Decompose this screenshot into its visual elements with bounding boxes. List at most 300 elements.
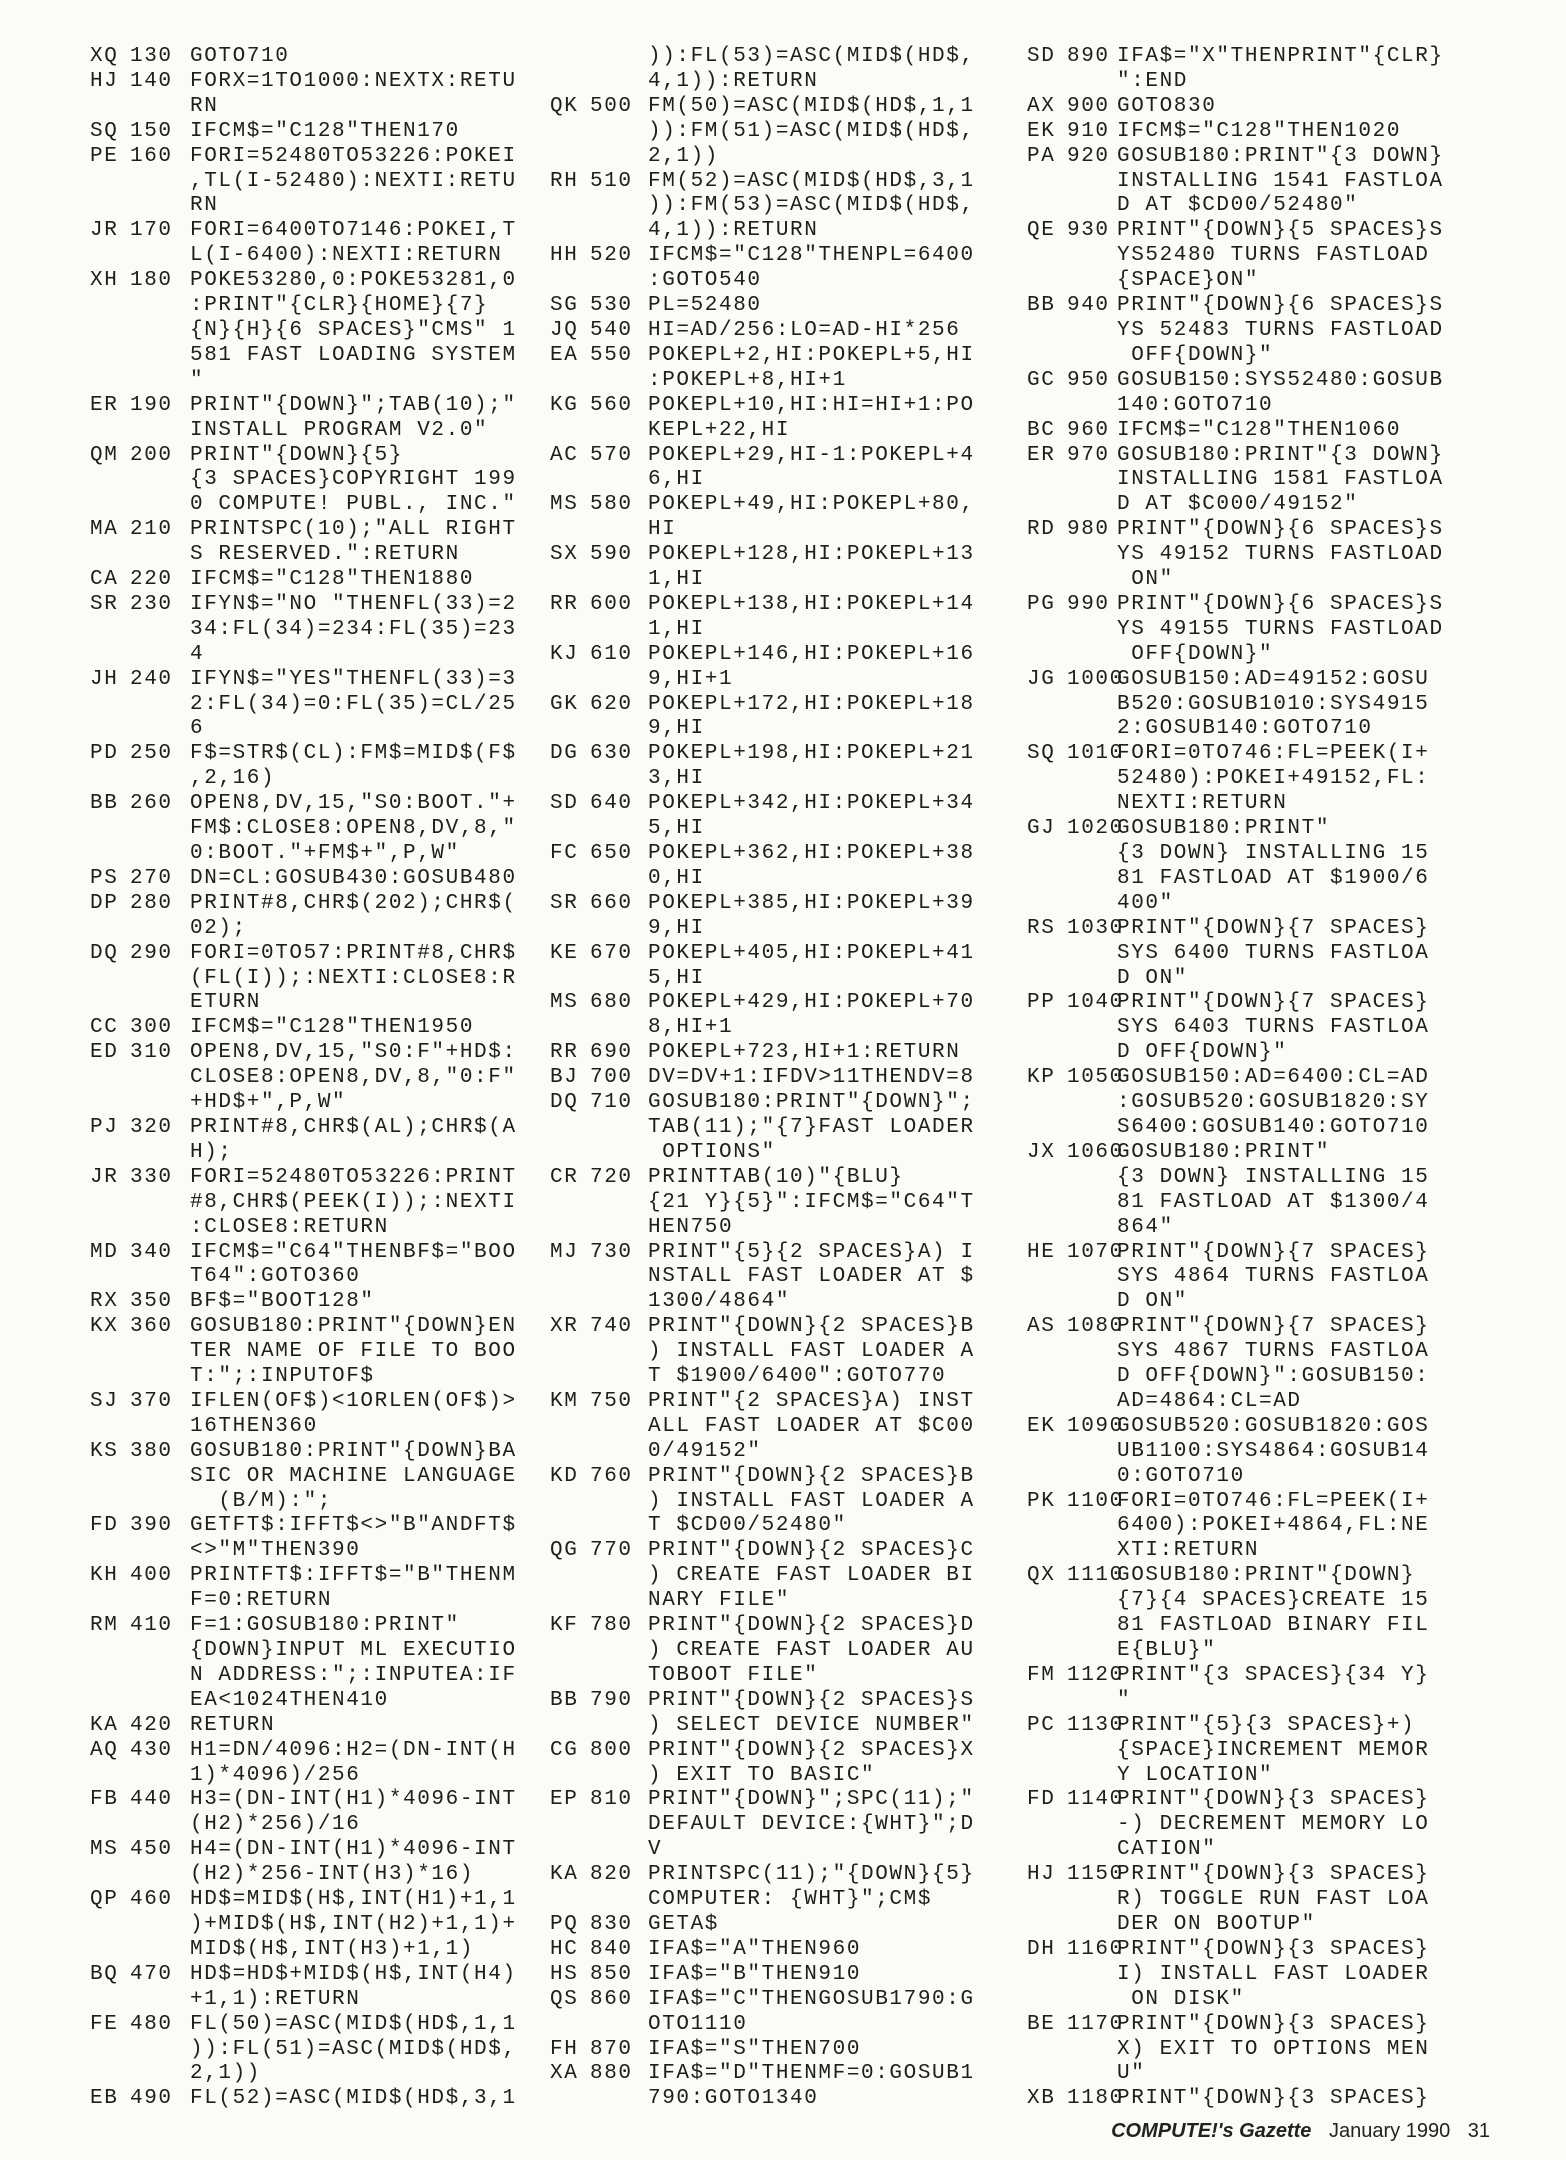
checksum: PK <box>1027 1489 1056 1513</box>
checksum: SQ <box>90 119 119 143</box>
code-text <box>1117 294 1497 369</box>
code-text-row: :PRINT"{CLR}{HOME}{7} <box>190 294 489 318</box>
code-text-row: GOSUB180:PRINT"{DOWN}BA <box>190 1439 517 1463</box>
code-text-row: PRINT"{DOWN}{3 SPACES} <box>1117 1863 1430 1887</box>
checksum: JX <box>1027 1140 1056 1164</box>
code-text-row: POKEPL+429,HI:POKEPL+70 <box>648 991 975 1015</box>
code-text <box>648 95 1010 170</box>
line-number: 150 <box>130 119 173 143</box>
code-text-row: T $1900/6400":GOTO770 <box>648 1365 947 1389</box>
checksum: CR <box>550 1165 579 1189</box>
code-line <box>90 1440 530 1515</box>
code-text-row: PRINTFT$:IFFT$="B"THENM <box>190 1564 517 1588</box>
code-line <box>550 1041 1010 1066</box>
code-text <box>190 593 530 668</box>
line-number: 540 <box>590 318 633 342</box>
checksum: KX <box>90 1315 119 1339</box>
checksum: PQ <box>550 1912 579 1936</box>
code-text <box>648 1863 1010 1913</box>
code-text-row: 5,HI <box>648 966 705 990</box>
code-text <box>190 219 530 269</box>
code-text <box>648 1166 1010 1241</box>
checksum: BJ <box>550 1066 579 1090</box>
line-number: 1120 <box>1067 1663 1124 1687</box>
checksum: EK <box>1027 119 1056 143</box>
code-text <box>190 1390 530 1440</box>
checksum: FH <box>550 2037 579 2061</box>
code-text-row: PRINT"{DOWN}{6 SPACES}S <box>1117 592 1444 616</box>
code-text-row: PRINT"{DOWN}{7 SPACES} <box>1117 1315 1430 1339</box>
code-text-row: ,2,16) <box>190 767 276 791</box>
code-text <box>190 70 530 120</box>
code-text <box>1117 991 1497 1066</box>
line-number: 580 <box>590 493 633 517</box>
code-text-row: RN <box>190 94 219 118</box>
issue-date: January 1990 <box>1328 2120 1451 2142</box>
code-text-row: (H2)*256)/16 <box>190 1813 361 1837</box>
code-text <box>648 444 1010 494</box>
checksum: KA <box>90 1713 119 1737</box>
line-number: 1030 <box>1067 916 1124 940</box>
code-text-row: GOSUB180:PRINT" <box>1117 817 1331 841</box>
code-text-row: PRINT#8,CHR$(202);CHR$( <box>190 891 517 915</box>
code-text-row: " <box>1117 1688 1132 1712</box>
checksum: HE <box>1027 1240 1056 1264</box>
line-number: 1000 <box>1067 667 1124 691</box>
code-text-row: F=1:GOSUB180:PRINT" <box>190 1614 460 1638</box>
line-number: 880 <box>590 2062 633 2086</box>
code-text-row: D ON" <box>1117 1290 1189 1314</box>
code-text-row: +1,1):RETURN <box>190 1987 361 2011</box>
code-line <box>1027 45 1497 95</box>
code-text <box>190 1315 530 1390</box>
code-text-row: 400" <box>1117 891 1174 915</box>
line-number: 200 <box>130 443 173 467</box>
code-text <box>190 120 530 145</box>
line-number: 410 <box>130 1614 173 1638</box>
code-text <box>648 1390 1010 1465</box>
code-text-row: SYS 6400 TURNS FASTLOA <box>1117 941 1430 965</box>
code-text-row: FM$:CLOSE8:OPEN8,DV,8," <box>190 817 517 841</box>
code-line <box>1027 1863 1497 1938</box>
code-text-row: POKEPL+128,HI:POKEPL+13 <box>648 543 975 567</box>
code-text <box>190 892 530 942</box>
code-text-row: GETFT$:IFFT$<>"B"ANDFT$ <box>190 1514 517 1538</box>
code-text-row: GOSUB180:PRINT"{DOWN}EN <box>190 1315 517 1339</box>
line-number: 640 <box>590 792 633 816</box>
checksum: QK <box>550 94 579 118</box>
code-text <box>648 493 1010 543</box>
code-line <box>1027 95 1497 120</box>
line-number: 1080 <box>1067 1315 1124 1339</box>
line-number: 980 <box>1067 518 1110 542</box>
code-text <box>1117 593 1497 668</box>
line-number: 1170 <box>1067 2012 1124 2036</box>
code-text-row: INSTALLING 1541 FASTLOA <box>1117 169 1444 193</box>
code-text <box>190 1614 530 1714</box>
checksum: RM <box>90 1614 119 1638</box>
code-text-row: SYS 6403 TURNS FASTLOA <box>1117 1016 1430 1040</box>
line-number: 310 <box>130 1041 173 1065</box>
checksum: KD <box>550 1464 579 1488</box>
line-number: 380 <box>130 1439 173 1463</box>
code-text-row: 1,HI <box>648 617 705 641</box>
code-text <box>190 45 530 70</box>
code-line <box>1027 419 1497 444</box>
code-text-row: PRINT"{DOWN}{2 SPACES}S <box>648 1688 975 1712</box>
code-text-row: GETA$ <box>648 1912 720 1936</box>
code-line <box>90 792 530 867</box>
line-number: 630 <box>590 742 633 766</box>
listing-column-1 <box>90 45 530 2112</box>
checksum: JQ <box>550 318 579 342</box>
code-text-row: FORI=6400TO7146:POKEI,T <box>190 219 517 243</box>
code-text <box>1117 1564 1497 1664</box>
code-text-row: IFLEN(OF$)<1ORLEN(OF$)> <box>190 1389 517 1413</box>
code-text-row: FM(50)=ASC(MID$(HD$,1,1 <box>648 94 975 118</box>
code-text-row: I) INSTALL FAST LOADER <box>1117 1962 1430 1986</box>
line-number: 300 <box>130 1016 173 1040</box>
code-line <box>90 70 530 120</box>
code-text-row: 16THEN360 <box>190 1414 318 1438</box>
code-line <box>90 45 530 70</box>
code-line <box>550 1788 1010 1863</box>
code-text-row: 581 FAST LOADING SYSTEM <box>190 343 517 367</box>
checksum: XA <box>550 2062 579 2086</box>
code-text-row: 1)*4096)/256 <box>190 1763 361 1787</box>
code-text-row: IFA$="A"THEN960 <box>648 1937 862 1961</box>
code-text-row: SIC OR MACHINE LANGUAGE <box>190 1464 517 1488</box>
code-text-row: (FL(I));:NEXTI:CLOSE8:R <box>190 966 517 990</box>
line-number: 140 <box>130 69 173 93</box>
line-number: 240 <box>130 667 173 691</box>
code-line <box>550 1066 1010 1091</box>
code-text-row: IFYN$="NO "THENFL(33)=2 <box>190 592 517 616</box>
line-number: 930 <box>1067 219 1110 243</box>
code-text-row: 6400):POKEI+4864,FL:NE <box>1117 1514 1430 1538</box>
code-text <box>648 1938 1010 1963</box>
checksum: SX <box>550 543 579 567</box>
code-line <box>550 742 1010 792</box>
code-text-row: 0:BOOT."+FM$+",P,W" <box>190 842 460 865</box>
checksum: GK <box>550 692 579 716</box>
code-text-row: H1=DN/4096:H2=(DN-INT(H <box>190 1738 517 1762</box>
code-text-row: ALL FAST LOADER AT $C00 <box>648 1414 975 1438</box>
code-text-row: 6,HI <box>648 468 705 492</box>
code-line <box>550 1863 1010 1913</box>
line-number: 440 <box>130 1788 173 1812</box>
checksum: PG <box>1027 592 1056 616</box>
code-line <box>90 518 530 568</box>
code-text-row: YS 49155 TURNS FASTLOAD <box>1117 617 1444 641</box>
code-line <box>1027 518 1497 593</box>
code-line <box>1027 294 1497 369</box>
code-text-row: )):FL(51)=ASC(MID$(HD$, <box>190 2037 517 2061</box>
code-text-row: FL(52)=ASC(MID$(HD$,3,1 <box>190 2087 517 2111</box>
code-text-row: 2:GOSUB140:GOTO710 <box>1117 717 1373 741</box>
code-text-row: 81 FASTLOAD BINARY FIL <box>1117 1614 1430 1638</box>
line-number: 430 <box>130 1738 173 1762</box>
line-number: 1140 <box>1067 1788 1124 1812</box>
code-text <box>190 1739 530 1789</box>
code-text-row: D ON" <box>1117 966 1189 990</box>
code-text-row: GOSUB150:AD=49152:GOSU <box>1117 667 1430 691</box>
code-line <box>1027 1141 1497 1241</box>
checksum: AS <box>1027 1315 1056 1339</box>
code-text-row: Y LOCATION" <box>1117 1763 1274 1787</box>
checksum: BQ <box>90 1962 119 1986</box>
code-text-row: EA<1024THEN410 <box>190 1688 389 1712</box>
line-number: 790 <box>590 1688 633 1712</box>
code-text-row: ON DISK" <box>1117 1987 1245 2011</box>
code-line <box>1027 1714 1497 1789</box>
code-text <box>190 444 530 519</box>
code-text-row: SYS 4867 TURNS FASTLOA <box>1117 1340 1430 1364</box>
code-line <box>1027 1241 1497 1316</box>
code-text-row: PRINT"{DOWN}{7 SPACES} <box>1117 1240 1430 1264</box>
code-text-row: {3 DOWN} INSTALLING 15 <box>1117 842 1430 865</box>
code-line <box>1027 2087 1497 2112</box>
code-line <box>90 1041 530 1116</box>
checksum: FM <box>1027 1663 1056 1687</box>
code-text-row: POKEPL+342,HI:POKEPL+34 <box>648 792 975 816</box>
code-text-row: {N}{H}{6 SPACES}"CMS" 1 <box>190 318 517 342</box>
code-text-row: {3 SPACES}COPYRIGHT 199 <box>190 468 517 492</box>
code-text <box>190 1888 530 1963</box>
code-text-row: PRINT"{DOWN}{2 SPACES}X <box>648 1738 975 1762</box>
code-text <box>1117 95 1497 120</box>
code-text <box>648 892 1010 942</box>
code-text-row: D OFF{DOWN}" <box>1117 1041 1288 1065</box>
code-text-row: :POKEPL+8,HI+1 <box>648 368 847 392</box>
checksum: BB <box>550 1688 579 1712</box>
code-line <box>1027 145 1497 220</box>
code-text-row: OPEN8,DV,15,"S0:F"+HD$: <box>190 1041 517 1065</box>
code-line <box>1027 1564 1497 1664</box>
line-number: 220 <box>130 568 173 592</box>
checksum: SG <box>550 294 579 318</box>
code-text-row: D AT $C000/49152" <box>1117 493 1359 517</box>
checksum: SD <box>550 792 579 816</box>
code-text-row: 1,HI <box>648 568 705 592</box>
checksum: FD <box>90 1514 119 1538</box>
code-text-row: MID$(H$,INT(H3)+1,1) <box>190 1937 475 1961</box>
code-text-row: NEXTI:RETURN <box>1117 792 1288 816</box>
line-number: 1090 <box>1067 1414 1124 1438</box>
code-text <box>1117 2087 1497 2112</box>
checksum: PS <box>90 866 119 890</box>
code-line <box>550 1539 1010 1614</box>
code-line <box>550 1938 1010 1963</box>
code-text-row: FORX=1TO1000:NEXTX:RETU <box>190 69 517 93</box>
code-line <box>550 892 1010 942</box>
code-text-row: S6400:GOSUB140:GOTO710 <box>1117 1115 1430 1139</box>
code-text-row: 0,HI <box>648 866 705 890</box>
line-number: 350 <box>130 1290 173 1314</box>
checksum: MS <box>550 493 579 517</box>
code-text <box>648 842 1010 892</box>
code-line <box>1027 1415 1497 1490</box>
checksum: ER <box>1027 443 1056 467</box>
code-text-row: 0 COMPUTE! PUBL., INC." <box>190 493 517 517</box>
code-text <box>1117 419 1497 444</box>
code-text <box>1117 1141 1497 1241</box>
code-line <box>90 1963 530 2013</box>
code-line <box>90 1166 530 1241</box>
code-text-row: T64":GOTO360 <box>190 1265 361 1289</box>
code-line <box>550 1988 1010 2038</box>
code-text <box>190 792 530 867</box>
line-number: 230 <box>130 592 173 616</box>
code-text-row: POKEPL+362,HI:POKEPL+38 <box>648 842 975 865</box>
checksum: SQ <box>1027 742 1056 766</box>
code-text-row: POKE53280,0:POKE53281,0 <box>190 269 517 293</box>
code-text-row: )+MID$(H$,INT(H2)+1,1)+ <box>190 1912 517 1936</box>
code-text-row: HEN750 <box>648 1215 734 1239</box>
code-line <box>550 45 1010 95</box>
code-text <box>190 742 530 792</box>
checksum: JR <box>90 219 119 243</box>
code-text-row: N ADDRESS:";:INPUTEA:IF <box>190 1663 517 1687</box>
code-text <box>190 1166 530 1241</box>
page-number: 31 <box>1467 2120 1490 2142</box>
code-text <box>1117 1714 1497 1789</box>
line-number: 1150 <box>1067 1863 1124 1887</box>
checksum: CG <box>550 1738 579 1762</box>
code-text-row: H); <box>190 1140 233 1164</box>
code-line <box>1027 1938 1497 2013</box>
code-text-row: NARY FILE" <box>648 1589 791 1613</box>
code-line <box>90 1888 530 1963</box>
code-text-row: OTO1110 <box>648 2012 748 2036</box>
checksum: MS <box>90 1838 119 1862</box>
code-line <box>1027 444 1497 519</box>
code-text-row: D OFF{DOWN}":GOSUB150: <box>1117 1365 1430 1389</box>
code-text-row: PRINT"{2 SPACES}A) INST <box>648 1389 975 1413</box>
code-text-row: #8,CHR$(PEEK(I));:NEXTI <box>190 1190 517 1214</box>
checksum: PA <box>1027 144 1056 168</box>
code-line <box>550 344 1010 394</box>
checksum: QG <box>550 1539 579 1563</box>
code-text <box>648 2062 1010 2112</box>
code-text-row: DEFAULT DEVICE:{WHT}";D <box>648 1813 975 1837</box>
code-text <box>648 1315 1010 1390</box>
line-number: 900 <box>1067 94 1110 118</box>
line-number: 370 <box>130 1389 173 1413</box>
checksum: PP <box>1027 991 1056 1015</box>
checksum: QX <box>1027 1564 1056 1588</box>
code-text-row: POKEPL+49,HI:POKEPL+80, <box>648 493 975 517</box>
code-text-row: FORI=0TO746:FL=PEEK(I+ <box>1117 1489 1430 1513</box>
code-text-row: E{BLU}" <box>1117 1639 1217 1662</box>
code-text <box>648 543 1010 593</box>
line-number: 550 <box>590 343 633 367</box>
code-text <box>1117 817 1497 917</box>
code-line <box>550 170 1010 245</box>
code-line <box>550 493 1010 543</box>
code-text-row: 864" <box>1117 1215 1174 1239</box>
code-text <box>648 1041 1010 1066</box>
checksum: SD <box>1027 45 1056 68</box>
code-text <box>190 668 530 743</box>
code-text-row: GOSUB180:PRINT"{DOWN} <box>1117 1564 1416 1588</box>
line-number: 650 <box>590 842 633 865</box>
code-text <box>1117 1788 1497 1863</box>
code-text-row: IFCM$="C128"THEN1020 <box>1117 119 1402 143</box>
code-text-row: D AT $CD00/52480" <box>1117 194 1359 218</box>
code-text-row: OPEN8,DV,15,"S0:BOOT."+ <box>190 792 517 816</box>
code-text-row: ) INSTALL FAST LOADER A <box>648 1340 975 1364</box>
code-text-row: X) EXIT TO OPTIONS MEN <box>1117 2037 1430 2061</box>
code-text <box>1117 1066 1497 1141</box>
line-number: 320 <box>130 1115 173 1139</box>
code-text-row: OPTIONS" <box>648 1140 776 1164</box>
code-line <box>550 942 1010 992</box>
code-line <box>1027 369 1497 419</box>
checksum: XH <box>90 269 119 293</box>
code-line <box>550 294 1010 319</box>
checksum: EA <box>550 343 579 367</box>
code-text-row: L(I-6400):NEXTI:RETURN <box>190 244 503 268</box>
checksum: KJ <box>550 642 579 666</box>
code-text-row: HD$=HD$+MID$(H$,INT(H4) <box>190 1962 517 1986</box>
line-number: 730 <box>590 1240 633 1264</box>
code-text-row: PRINT"{DOWN}{3 SPACES} <box>1117 1788 1430 1812</box>
code-text-row: BF$="BOOT128" <box>190 1290 375 1314</box>
code-line <box>90 568 530 593</box>
code-line <box>1027 1664 1497 1714</box>
line-number: 390 <box>130 1514 173 1538</box>
code-line <box>550 244 1010 294</box>
checksum: FB <box>90 1788 119 1812</box>
code-text-row: PRINTSPC(11);"{DOWN}{5} <box>648 1863 975 1887</box>
code-line <box>90 593 530 668</box>
checksum: QM <box>90 443 119 467</box>
code-line <box>550 1315 1010 1390</box>
code-text-row: PRINT"{DOWN}{6 SPACES}S <box>1117 518 1444 542</box>
line-number: 870 <box>590 2037 633 2061</box>
code-text-row: DN=CL:GOSUB430:GOSUB480 <box>190 866 517 890</box>
code-text-row: 0/49152" <box>648 1439 762 1463</box>
code-line <box>1027 991 1497 1066</box>
line-number: 500 <box>590 94 633 118</box>
code-text <box>190 394 530 444</box>
code-text-row: TOBOOT FILE" <box>648 1663 819 1687</box>
code-line <box>550 1241 1010 1316</box>
code-text-row: 81 FASTLOAD AT $1900/6 <box>1117 866 1430 890</box>
checksum: DP <box>90 891 119 915</box>
code-text-row: H3=(DN-INT(H1)*4096-INT <box>190 1788 517 1812</box>
code-text-row: PRINT"{DOWN}{2 SPACES}C <box>648 1539 975 1563</box>
code-text <box>648 394 1010 444</box>
code-line <box>90 1241 530 1291</box>
code-text-row: PRINT"{DOWN}{3 SPACES} <box>1117 2087 1430 2111</box>
code-text-row: IFYN$="YES"THENFL(33)=3 <box>190 667 517 691</box>
code-text-row: PRINT"{DOWN}{7 SPACES} <box>1117 916 1430 940</box>
checksum: RH <box>550 169 579 193</box>
line-number: 360 <box>130 1315 173 1339</box>
checksum: AX <box>1027 94 1056 118</box>
line-number: 700 <box>590 1066 633 1090</box>
line-number: 1110 <box>1067 1564 1124 1588</box>
checksum: MS <box>550 991 579 1015</box>
code-text-row: {21 Y}{5}":IFCM$="C64"T <box>648 1190 975 1214</box>
code-line <box>90 1838 530 1888</box>
code-text-row: PRINT"{DOWN}{3 SPACES} <box>1117 2012 1430 2036</box>
code-line <box>550 1390 1010 1465</box>
line-number: 250 <box>130 742 173 766</box>
code-text-row: S RESERVED.":RETURN <box>190 543 460 567</box>
